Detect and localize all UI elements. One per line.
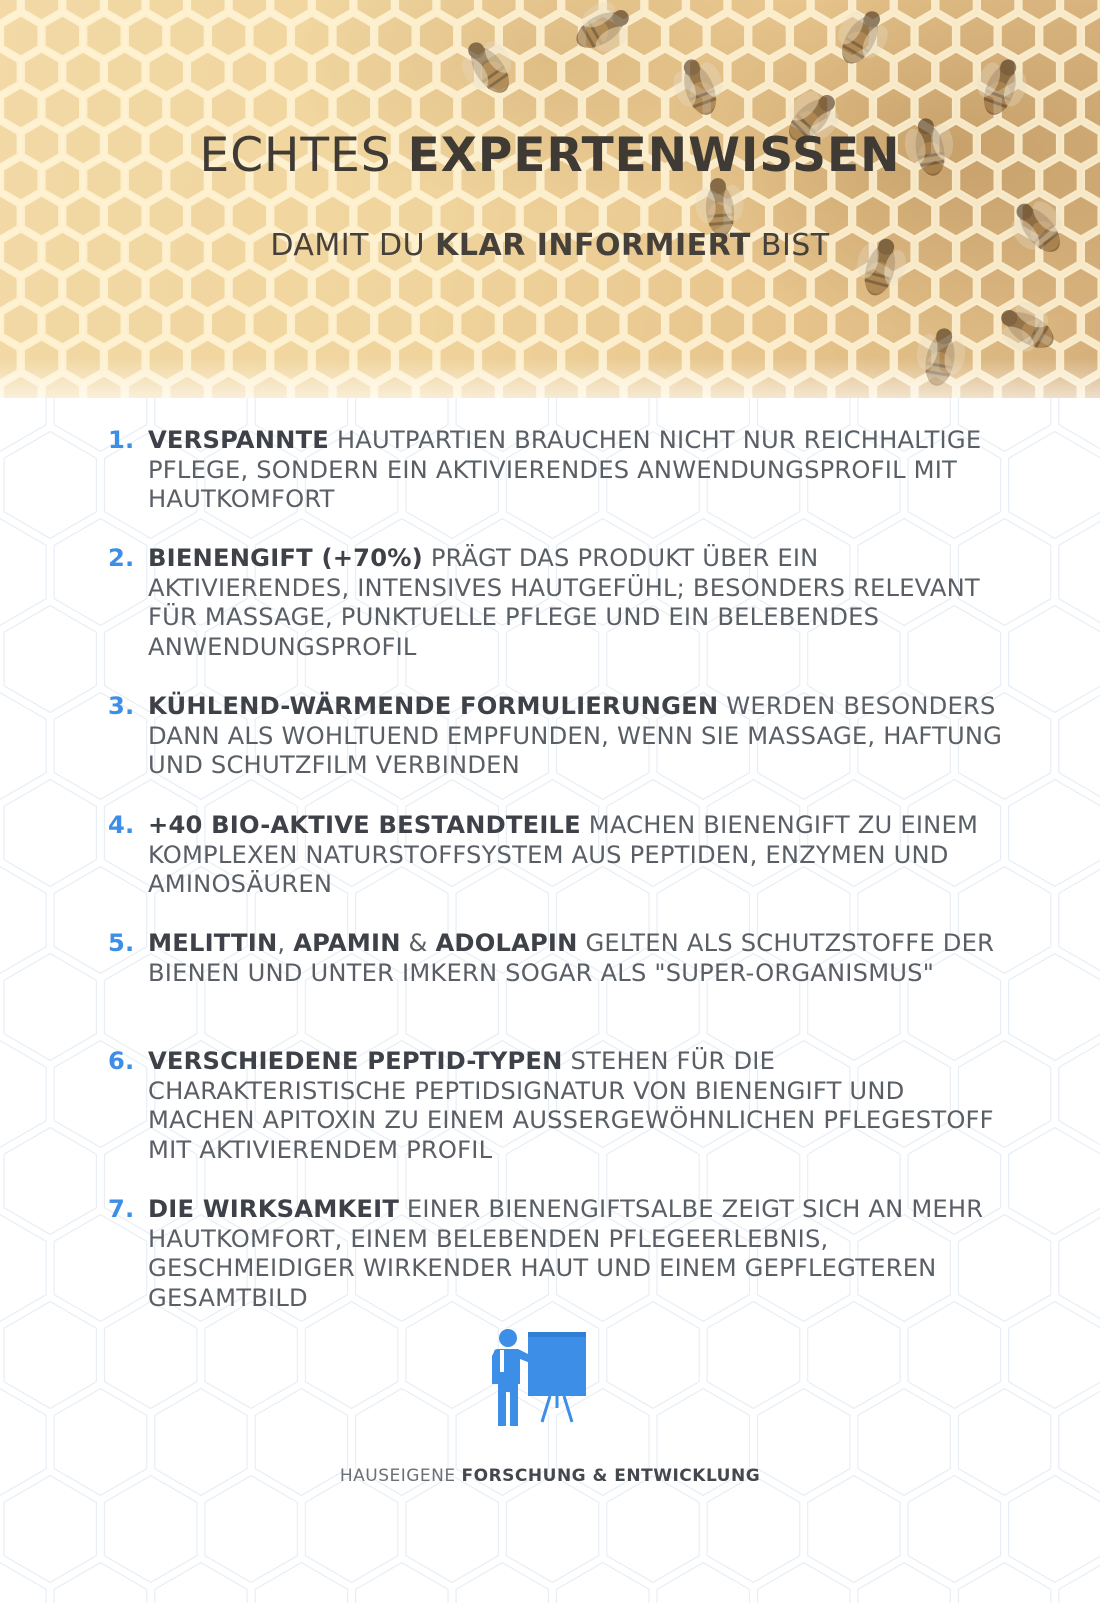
title-bold: EXPERTENWISSEN [407,128,901,183]
list-item-phrase: GELTEN ALS SCHUTZSTOFFE DER BIENEN UND UNTER IMKERN SOGAR ALS "SUPER-ORGANISMUS" [148,929,995,987]
list-item-bold-phrase: VERSCHIEDENE PEPTID-TYPEN [148,1047,563,1075]
list-item-bold-phrase: DIE WIRKSAMKEIT [148,1195,400,1223]
footer-caption [0,1466,1100,1486]
footer-bold: FORSCHUNG & ENTWICKLUNG [461,1466,761,1486]
list-item-number: 6. [108,1047,135,1075]
subtitle-post: BIST [750,228,830,263]
list-item-text [148,929,1008,988]
list-item-bold-phrase: ADOLAPIN [435,929,578,957]
list-item-phrase: , [277,929,294,957]
list-item-number: 1. [108,426,135,454]
page-subtitle [0,228,1100,263]
list-item-phrase: STEHEN FÜR DIE CHARAKTERISTISCHE PEPTIDSIGNATUR VON BIENENGIFT UND MACHEN APITOXIN ZU EINEM AUSSERGEWÖHNLICHEN PFLEGESTOFF MIT AKTIVIERENDEM PROFIL [148,1047,994,1164]
list-item-text [148,1047,1008,1165]
page-title [0,128,1100,183]
list-item-bold-phrase: KÜHLEND-WÄRMENDE FORMULIERUNGEN [148,692,719,720]
list-item-text [148,692,1008,781]
list-item-bold-phrase: VERSPANNTE [148,426,330,454]
list-item-text [148,426,1008,515]
list-item-number: 5. [108,929,135,957]
footer-pre: HAUSEIGENE [339,1466,462,1486]
list-item-number: 4. [108,811,135,839]
list-item-phrase: PRÄGT DAS PRODUKT ÜBER EIN AKTIVIERENDES, INTENSIVES HAUTGEFÜHL; BESONDERS RELEVANT FÜR MASSAGE, PUNKTUELLE PFLEGE UND EIN BELEBENDES ANWENDUNGSPROFIL [148,544,980,661]
list-item-number: 2. [108,544,135,572]
subtitle-pre: DAMIT DU [270,228,436,263]
subtitle-bold: KLAR INFORMIERT [435,228,751,263]
presenter-board-icon [488,1326,588,1434]
bees-decoration [0,0,1100,398]
title-light: ECHTES [199,128,408,183]
list-item-phrase: EINER BIENENGIFTSALBE ZEIGT SICH AN MEHR HAUTKOMFORT, EINEM BELEBENDEN PFLEGEERLEBNIS, GESCHMEIDIGER WIRKENDER HAUT UND EINEM GEPFLEGTEREN GESAMTBILD [148,1195,984,1312]
list-item-phrase: HAUTPARTIEN BRAUCHEN NICHT NUR REICHHALTIGE PFLEGE, SONDERN EIN AKTIVIERENDES ANWENDUNGSPROFIL MIT HAUTKOMFORT [148,426,982,514]
list-item-text [148,811,1008,900]
honeycomb-bees-image [0,0,1100,398]
hero-fade [0,358,1100,398]
list-item-bold-phrase: MELITTIN [148,929,278,957]
list-item-bold-phrase: BIENENGIFT (+70%) [148,544,423,572]
list-item-phrase: MACHEN BIENENGIFT ZU EINEM KOMPLEXEN NATURSTOFFSYSTEM AUS PEPTIDEN, ENZYMEN UND AMINOSÄUREN [148,811,979,899]
list-item-text [148,1195,1008,1313]
list-item-phrase: & [400,929,436,957]
list-item-number: 7. [108,1195,135,1223]
list-item-text [148,544,1008,662]
list-item-phrase: WERDEN BESONDERS DANN ALS WOHLTUEND EMPFUNDEN, WENN SIE MASSAGE, HAFTUNG UND SCHUTZFILM VERBINDEN [148,692,1003,780]
list-item-bold-phrase: APAMIN [293,929,401,957]
list-item-number: 3. [108,692,135,720]
list-item-bold-phrase: +40 BIO-AKTIVE BESTANDTEILE [148,811,581,839]
